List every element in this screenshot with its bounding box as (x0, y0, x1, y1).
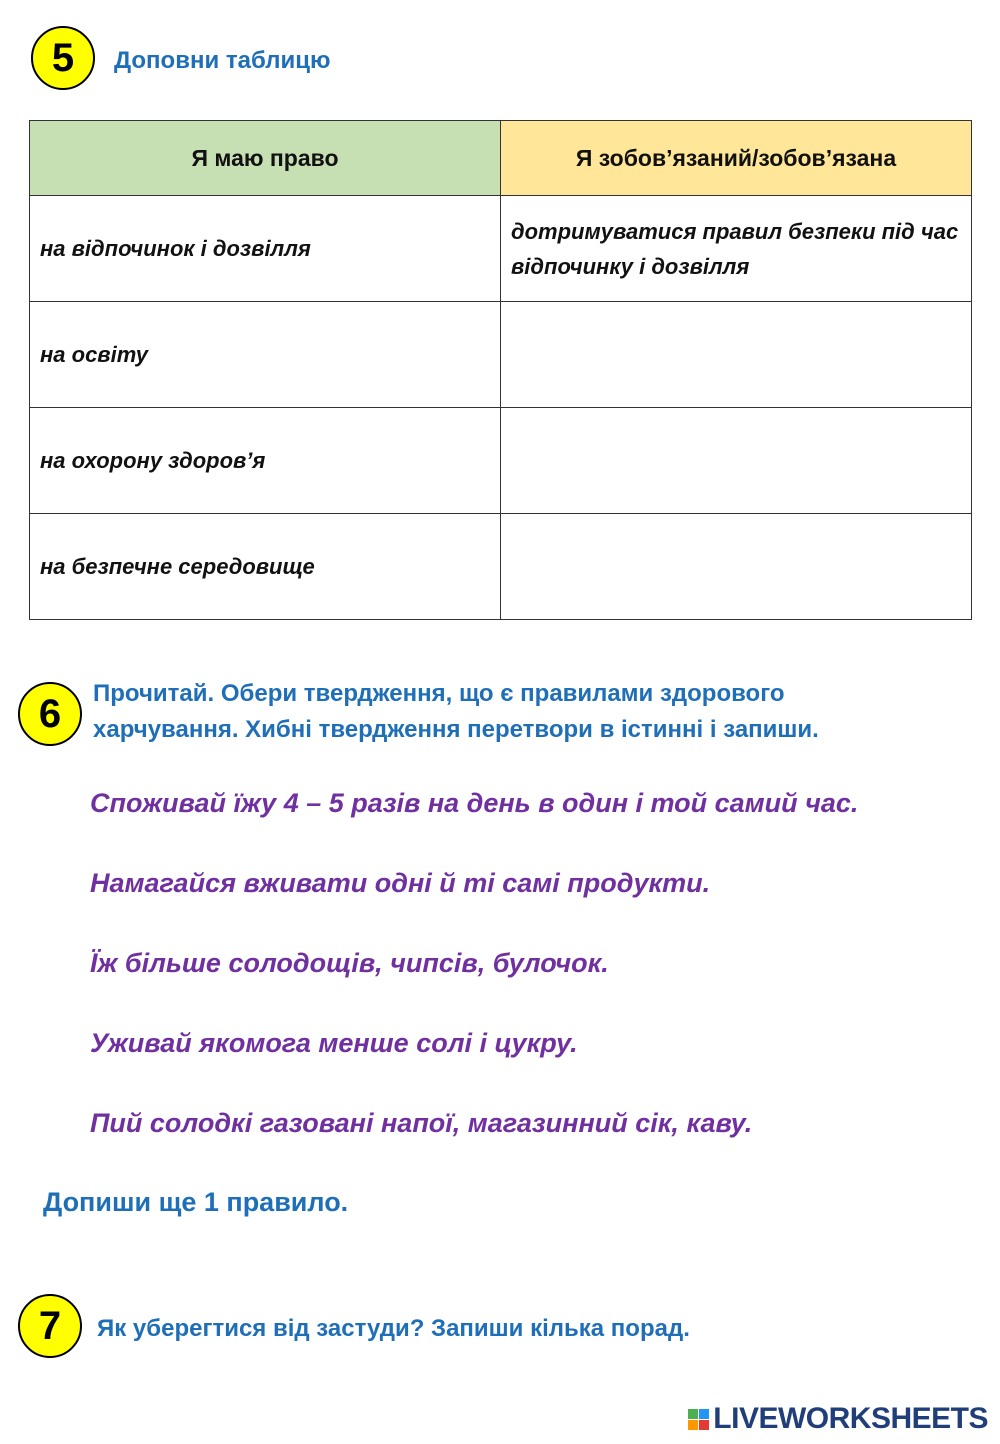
right-cell: на охорону здоров’я (30, 408, 501, 514)
statement-3[interactable]: Їж більше солодощів, чипсів, булочок. (90, 948, 609, 978)
table-row (30, 302, 972, 408)
table-row (30, 196, 972, 302)
header-duties: Я зобов’язаний/зобов’язана (501, 121, 972, 196)
duty-cell[interactable] (501, 302, 972, 408)
section-6-number-badge: 6 (18, 682, 82, 746)
table-row (30, 514, 972, 620)
table-header-row (30, 121, 972, 196)
duty-cell[interactable] (501, 514, 972, 620)
statement-2[interactable]: Намагайся вживати одні й ті самі продукти. (90, 868, 711, 898)
extra-rule-instruction: Допиши ще 1 правило. (43, 1187, 349, 1217)
liveworksheets-logo (688, 1402, 988, 1436)
table-row (30, 408, 972, 514)
right-cell: на безпечне середовище (30, 514, 501, 620)
duty-cell[interactable] (501, 408, 972, 514)
logo-text: LIVEWORKSHEETS (713, 1402, 988, 1435)
section-7-instruction: Як уберегтися від застуди? Запиши кілька порад. (97, 1315, 690, 1342)
section-6-instruction-line-2: харчування. Хибні твердження перетвори в істинні і запиши. (93, 716, 819, 743)
section-6-instruction-line-1: Прочитай. Обери твердження, що є правилами здорового (93, 680, 785, 707)
duty-cell[interactable]: дотримуватися правил безпеки під час відпочинку і дозвілля (501, 196, 972, 302)
header-rights: Я маю право (30, 121, 501, 196)
section-5-instruction: Доповни таблицю (114, 47, 331, 74)
statement-1[interactable]: Споживай їжу 4 – 5 разів на день в один і той самий час. (90, 788, 859, 818)
section-7-number-badge: 7 (18, 1294, 82, 1358)
rights-duties-table (29, 120, 972, 620)
logo-grid-icon (688, 1409, 709, 1430)
right-cell: на відпочинок і дозвілля (30, 196, 501, 302)
statement-4[interactable]: Уживай якомога менше солі і цукру. (90, 1028, 578, 1058)
statement-5[interactable]: Пий солодкі газовані напої, магазинний сік, каву. (90, 1108, 753, 1138)
section-5-number-badge: 5 (31, 26, 95, 90)
right-cell: на освіту (30, 302, 501, 408)
